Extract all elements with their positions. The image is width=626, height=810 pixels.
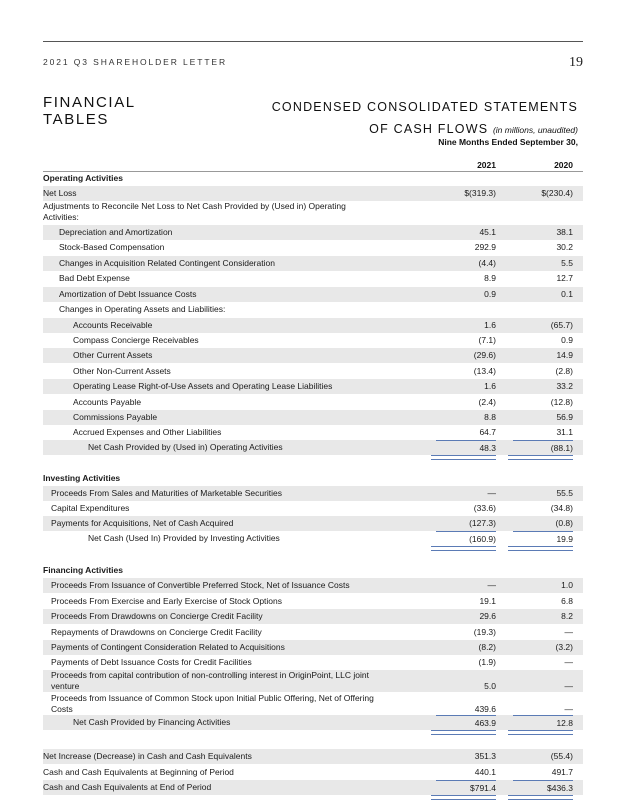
row-label: Depreciation and Amortization (59, 227, 173, 237)
value-2020: 0.9 (561, 335, 573, 345)
value-2020: — (564, 627, 573, 637)
value-2020: 55.5 (556, 488, 573, 498)
value-2020: (65.7) (550, 320, 573, 330)
value-2021: (127.3) (469, 518, 496, 528)
value-2020: 56.9 (556, 412, 573, 422)
column-header-2020: 2020 (554, 160, 573, 170)
table-row (43, 348, 583, 363)
section-title-line1: FINANCIAL (43, 94, 136, 111)
section-header-label: Investing Activities (43, 473, 121, 483)
table-row (43, 655, 583, 670)
total-underline (431, 455, 496, 460)
value-2021: 64.7 (479, 427, 496, 437)
row-label: Net Cash (Used In) Provided by Investing Activities (88, 533, 280, 543)
value-2021: 8.9 (484, 273, 496, 283)
table-row (43, 440, 583, 455)
total-underline (508, 455, 573, 460)
row-label: Cash and Cash Equivalents at End of Period (43, 782, 212, 792)
table-row (43, 186, 583, 201)
value-2020: 8.2 (561, 611, 573, 621)
row-label: Repayments of Drawdowns on Concierge Credit Facility (51, 627, 262, 637)
value-2021: (1.9) (478, 657, 496, 667)
table-row (43, 501, 583, 516)
row-label: Payments of Debt Issuance Costs for Credit Facilities (51, 657, 252, 667)
row-label: Accrued Expenses and Other Liabilities (73, 427, 222, 437)
value-2021: 440.1 (474, 767, 496, 777)
total-underline (508, 730, 573, 735)
value-2020: 5.5 (561, 258, 573, 268)
document-header: 2021 Q3 SHAREHOLDER LETTER (43, 57, 228, 67)
row-label: Proceeds From Sales and Maturities of Marketable Securities (51, 488, 283, 498)
value-2021: 8.8 (484, 412, 496, 422)
value-2021: 351.3 (474, 751, 496, 761)
value-2021: 48.3 (436, 440, 496, 456)
column-header-2021: 2021 (477, 160, 496, 170)
value-2021: 19.1 (479, 596, 496, 606)
section-title-line2: TABLES (43, 111, 110, 128)
table-row (43, 256, 583, 271)
row-label: Operating Lease Right-of-Use Assets and Operating Lease Liabilities (73, 381, 333, 391)
row-label: Adjustments to Reconcile Net Loss to Net Cash Provided by (Used in) Operating Activities: (43, 201, 346, 222)
value-2020: 12.7 (556, 273, 573, 283)
value-2021: 1.6 (484, 381, 496, 391)
row-label: Net Cash Provided by (Used in) Operating Activities (88, 442, 283, 452)
table-row (43, 780, 583, 795)
value-2020: — (564, 704, 573, 714)
value-2021: (19.3) (473, 627, 496, 637)
total-underline (431, 795, 496, 800)
row-label: Amortization of Debt Issuance Costs (59, 289, 197, 299)
table-row (43, 379, 583, 394)
table-row (43, 364, 583, 379)
value-2021: $(319.3) (464, 188, 496, 198)
value-2021: 0.9 (484, 289, 496, 299)
table-row (43, 640, 583, 655)
table-row (43, 594, 583, 609)
table-row (43, 609, 583, 624)
value-2021: (7.1) (478, 335, 496, 345)
row-label: Bad Debt Expense (59, 273, 130, 283)
value-2020: — (564, 657, 573, 667)
value-2021: 463.9 (436, 715, 496, 731)
value-2021: 29.6 (479, 611, 496, 621)
value-2021: (4.4) (478, 258, 496, 268)
value-2021: 292.9 (474, 242, 496, 252)
table-row (43, 531, 583, 546)
value-2021: (13.4) (473, 366, 496, 376)
row-label: Compass Concierge Receivables (73, 335, 199, 345)
value-2020: — (564, 681, 573, 691)
row-label: Commissions Payable (73, 412, 158, 422)
table-row (43, 486, 583, 501)
value-2021: 45.1 (479, 227, 496, 237)
value-2020: (55.4) (550, 751, 573, 761)
value-2020: 30.2 (556, 242, 573, 252)
table-row (43, 625, 583, 640)
section-header-label: Operating Activities (43, 173, 123, 183)
table-row (43, 670, 583, 692)
value-2020: $(230.4) (541, 188, 573, 198)
top-divider (43, 41, 583, 42)
page-number: 19 (569, 55, 583, 70)
row-label: Other Current Assets (73, 350, 153, 360)
table-row (43, 240, 583, 255)
table-row (43, 302, 583, 317)
table-row (43, 765, 583, 780)
section-header-row (43, 171, 583, 186)
total-underline (508, 546, 573, 551)
value-2020: (34.8) (550, 503, 573, 513)
row-label: Proceeds From Drawdowns on Concierge Credit Facility (51, 611, 263, 621)
section-header-row (43, 563, 583, 578)
value-2021: (2.4) (478, 397, 496, 407)
row-label: Accounts Receivable (73, 320, 153, 330)
row-label: Other Non-Current Assets (73, 366, 171, 376)
value-2020: 14.9 (556, 350, 573, 360)
table-row (43, 395, 583, 410)
section-header-label: Financing Activities (43, 565, 123, 575)
row-label: Changes in Acquisition Related Contingent Consideration (59, 258, 275, 268)
value-2021: — (487, 488, 496, 498)
table-row (43, 318, 583, 333)
table-row (43, 287, 583, 302)
row-label: Net Loss (43, 188, 77, 198)
row-label: Proceeds from Issuance of Common Stock upon Initial Public Offering, Net of Offering Costs (51, 693, 374, 714)
table-row (43, 693, 583, 715)
row-label: Proceeds from capital contribution of non-controlling interest in OriginPoint, LLC joint venture (51, 670, 369, 691)
row-label: Payments for Acquisitions, Net of Cash Acquired (51, 518, 234, 528)
section-title (43, 94, 136, 128)
value-2020: (2.8) (555, 366, 573, 376)
row-label: Changes in Operating Assets and Liabilities: (59, 304, 226, 314)
value-2020: (12.8) (550, 397, 573, 407)
statement-title-line2: OF CASH FLOWS (369, 122, 489, 136)
total-underline (508, 795, 573, 800)
table-row (43, 578, 583, 593)
table-row (43, 225, 583, 240)
total-underline (431, 546, 496, 551)
value-2020: 12.8 (513, 715, 573, 731)
value-2021: 439.6 (474, 704, 496, 714)
row-label: Cash and Cash Equivalents at Beginning of Period (43, 767, 234, 777)
row-label: Net Cash Provided by Financing Activities (73, 717, 231, 727)
row-label: Stock-Based Compensation (59, 242, 165, 252)
statement-title-line1: CONDENSED CONSOLIDATED STATEMENTS (271, 100, 578, 114)
value-2020: 33.2 (556, 381, 573, 391)
value-2020: 0.1 (561, 289, 573, 299)
value-2021: 1.6 (484, 320, 496, 330)
value-2021: (29.6) (473, 350, 496, 360)
value-2021: (160.9) (436, 531, 496, 547)
row-label: Payments of Contingent Consideration Related to Acquisitions (51, 642, 285, 652)
table-row (43, 410, 583, 425)
unit-note: (in millions, unaudited) (492, 125, 578, 135)
value-2020: $436.3 (513, 780, 573, 796)
value-2020: 19.9 (513, 531, 573, 547)
value-2021: (8.2) (478, 642, 496, 652)
value-2021: — (487, 580, 496, 590)
statement-title (272, 97, 578, 140)
value-2020: 491.7 (551, 767, 573, 777)
table-row (43, 749, 583, 764)
value-2020: 6.8 (561, 596, 573, 606)
table-row (43, 333, 583, 348)
row-label: Proceeds From Issuance of Convertible Preferred Stock, Net of Issuance Costs (51, 580, 350, 590)
value-2020: (88.1) (513, 440, 573, 456)
row-label: Proceeds From Exercise and Early Exercise of Stock Options (51, 596, 283, 606)
table-row (43, 425, 583, 440)
table-row (43, 715, 583, 730)
table-row (43, 516, 583, 531)
row-label: Accounts Payable (73, 397, 142, 407)
table-row (43, 201, 583, 223)
value-2020: (3.2) (555, 642, 573, 652)
value-2020: 1.0 (561, 580, 573, 590)
value-2021: 5.0 (484, 681, 496, 691)
period-heading: Nine Months Ended September 30, (438, 137, 578, 147)
total-underline (431, 730, 496, 735)
row-label: Net Increase (Decrease) in Cash and Cash Equivalents (43, 751, 252, 761)
section-header-row (43, 471, 583, 486)
value-2021: (33.6) (473, 503, 496, 513)
value-2020: (0.8) (555, 518, 573, 528)
value-2020: 38.1 (556, 227, 573, 237)
value-2021: $791.4 (436, 780, 496, 796)
row-label: Capital Expenditures (51, 503, 130, 513)
table-row (43, 271, 583, 286)
value-2020: 31.1 (556, 427, 573, 437)
